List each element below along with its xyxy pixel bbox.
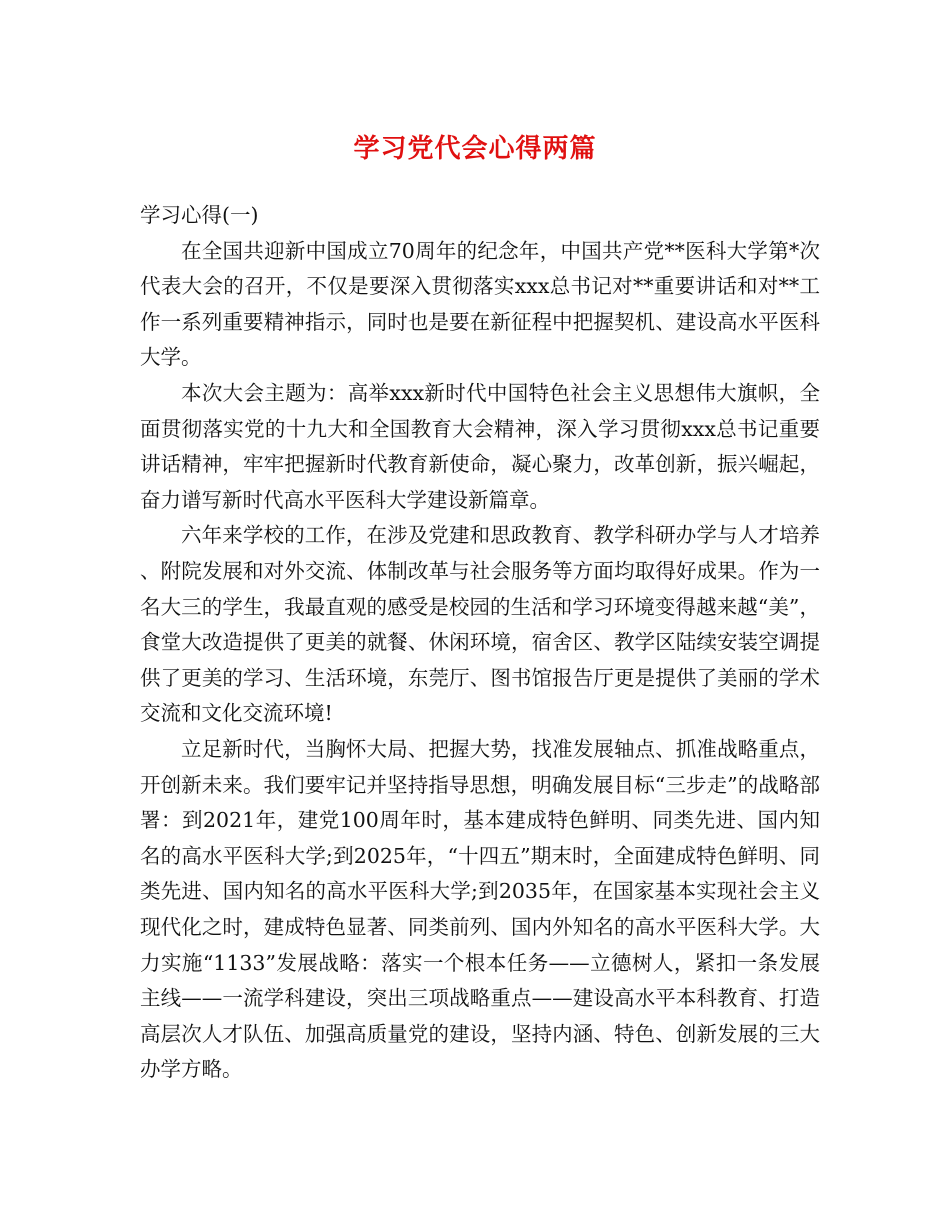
paragraph-3: 六年来学校的工作，在涉及党建和思政教育、教学科研办学与人才培养、附院发展和对外交流、体制改革与社会服务等方面均取得好成果。作为一名大三的学生，我最直观的感受是校园的生活和学习环境变得越来越“美”，食堂大改造提供了更美的就餐、休闲环境，宿舍区、教学区陆续安装空调提供了更美的学习、生活环境，东莞厅、图书馆报告厅更是提供了美丽的学术交流和文化交流环境! [140, 523, 820, 726]
paragraph-1: 在全国共迎新中国成立70周年的纪念年，中国共产党**医科大学第*次代表大会的召开，不仅是要深入贯彻落实xxx总书记对**重要讲话和对**工作一系列重要精神指示，同时也是要在新征程中把握契机、建设高水平医科大学。 [140, 238, 820, 370]
document-body [140, 198, 820, 1088]
section-heading: 学习心得(一) [140, 203, 259, 227]
paragraph-2: 本次大会主题为：高举xxx新时代中国特色社会主义思想伟大旗帜，全面贯彻落实党的十九大和全国教育大会精神，深入学习贯彻xxx总书记重要讲话精神，牢牢把握新时代教育新使命，凝心聚力，改革创新，振兴崛起，奋力谱写新时代高水平医科大学建设新篇章。 [140, 380, 820, 512]
document-title: 学习党代会心得两篇 [353, 134, 597, 164]
paragraph-4: 立足新时代，当胸怀大局、把握大势，找准发展轴点、抓准战略重点，开创新未来。我们要牢记并坚持指导思想，明确发展目标“三步走”的战略部署：到2021年，建党100周年时，基本建成特色鲜明、同类先进、国内知名的高水平医科大学;到2025年，“十四五”期末时，全面建成特色鲜明、同类先进、国内知名的高水平医科大学;到2035年，在国家基本实现社会主义现代化之时，建成特色显著、同类前列、国内外知名的高水平医科大学。大力实施“1133”发展战略：落实一个根本任务——立德树人，紧扣一条发展主线——一流学科建设，突出三项战略重点——建设高水平本科教育、打造高层次人才队伍、加强高质量党的建设，坚持内涵、特色、创新发展的三大办学方略。 [140, 736, 820, 1082]
